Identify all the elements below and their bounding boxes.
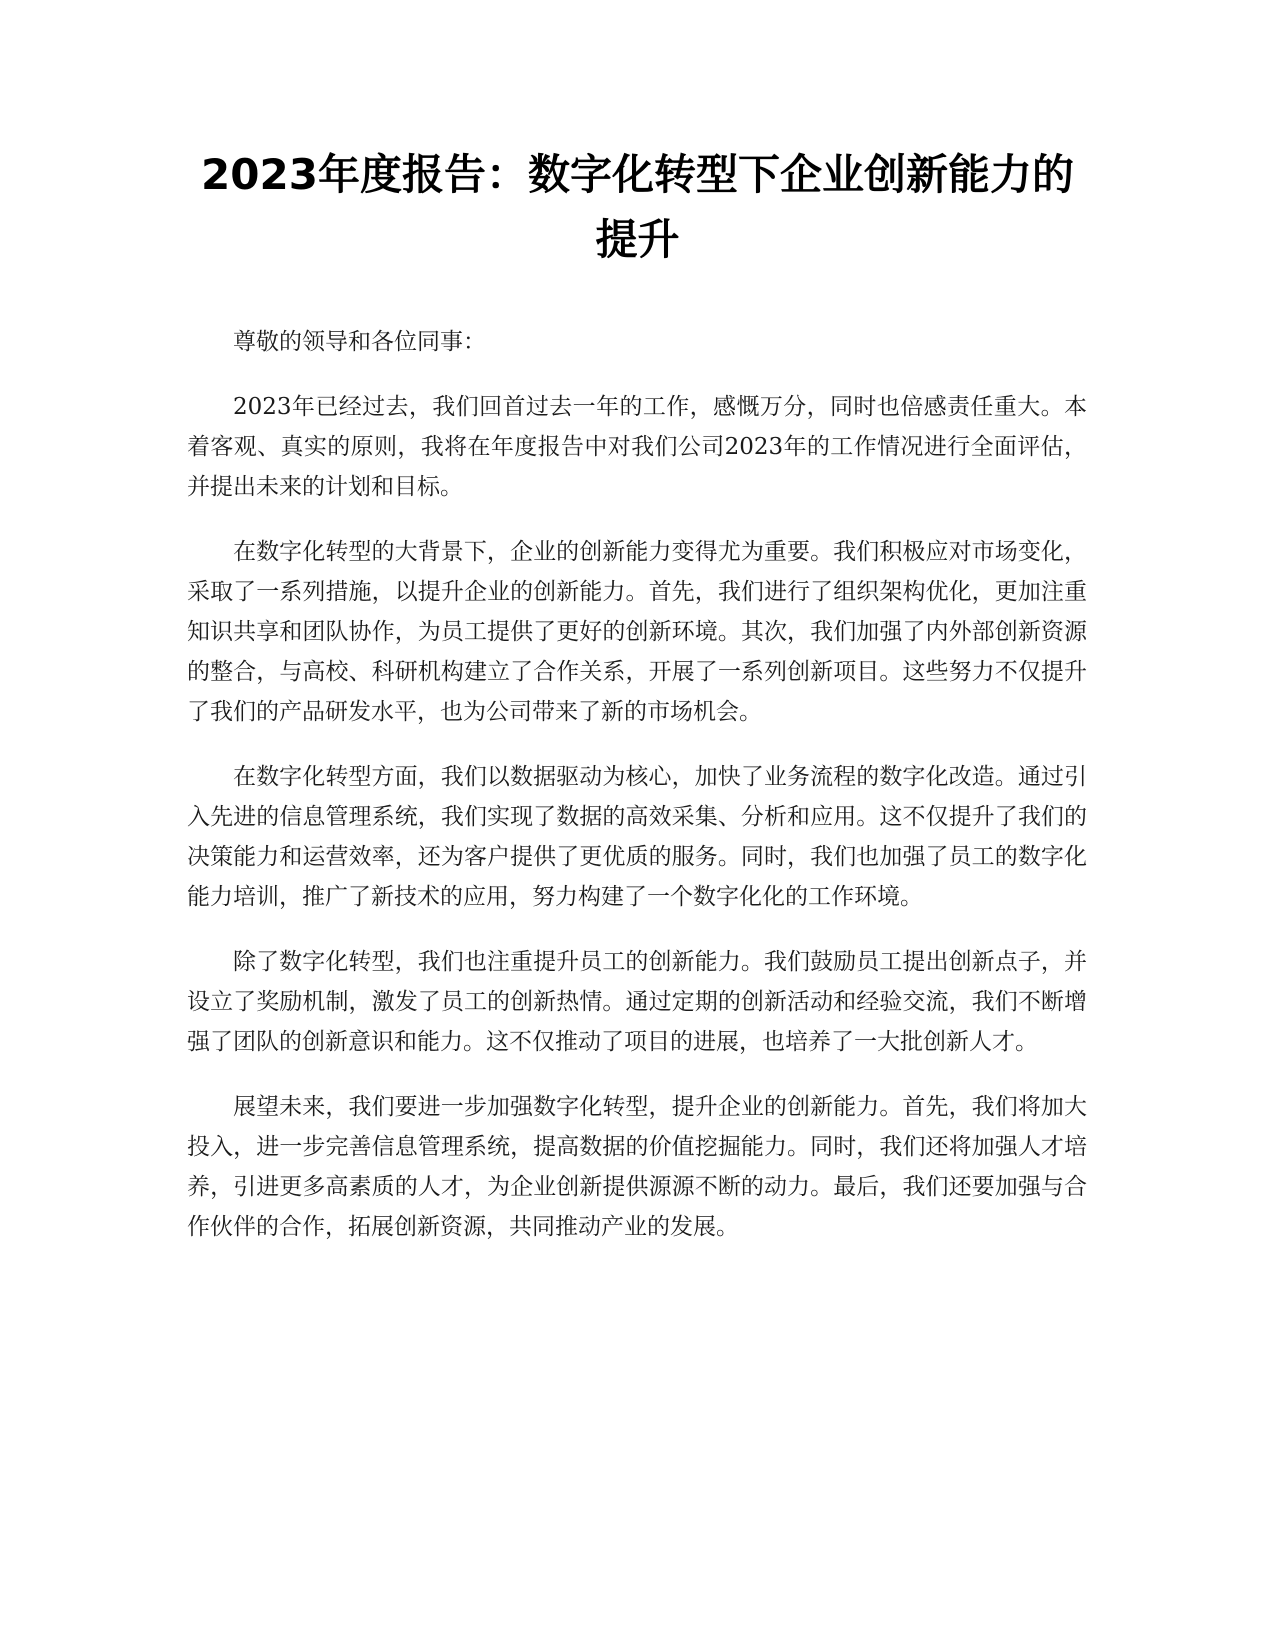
paragraph-3: 在数字化转型方面，我们以数据驱动为核心，加快了业务流程的数字化改造。通过引入先进的信息管理系统，我们实现了数据的高效采集、分析和应用。这不仅提升了我们的决策能力和运营效率，还为客户提供了更优质的服务。同时，我们也加强了员工的数字化能力培训，推广了新技术的应用，努力构建了一个数字化化的工作环境。 — [187, 764, 1087, 910]
document-title: 2023年度报告：数字化转型下企业创新能力的提升 — [201, 150, 1074, 264]
document-body — [187, 322, 1087, 1272]
paragraph-5: 展望未来，我们要进一步加强数字化转型，提升企业的创新能力。首先，我们将加大投入，进一步完善信息管理系统，提高数据的价值挖掘能力。同时，我们还将加强人才培养，引进更多高素质的人才，为企业创新提供源源不断的动力。最后，我们还要加强与合作伙伴的合作，拓展创新资源，共同推动产业的发展。 — [187, 1094, 1087, 1240]
paragraph-4: 除了数字化转型，我们也注重提升员工的创新能力。我们鼓励员工提出创新点子，并设立了奖励机制，激发了员工的创新热情。通过定期的创新活动和经验交流，我们不断增强了团队的创新意识和能力。这不仅推动了项目的进展，也培养了一大批创新人才。 — [187, 949, 1087, 1055]
salutation: 尊敬的领导和各位同事： — [233, 329, 486, 355]
paragraph-2: 在数字化转型的大背景下，企业的创新能力变得尤为重要。我们积极应对市场变化，采取了一系列措施，以提升企业的创新能力。首先，我们进行了组织架构优化，更加注重知识共享和团队协作，为员工提供了更好的创新环境。其次，我们加强了内外部创新资源的整合，与高校、科研机构建立了合作关系，开展了一系列创新项目。这些努力不仅提升了我们的产品研发水平，也为公司带来了新的市场机会。 — [187, 539, 1087, 725]
paragraph-1: 2023年已经过去，我们回首过去一年的工作，感慨万分，同时也倍感责任重大。本着客观、真实的原则，我将在年度报告中对我们公司2023年的工作情况进行全面评估，并提出未来的计划和目标。 — [187, 394, 1087, 500]
